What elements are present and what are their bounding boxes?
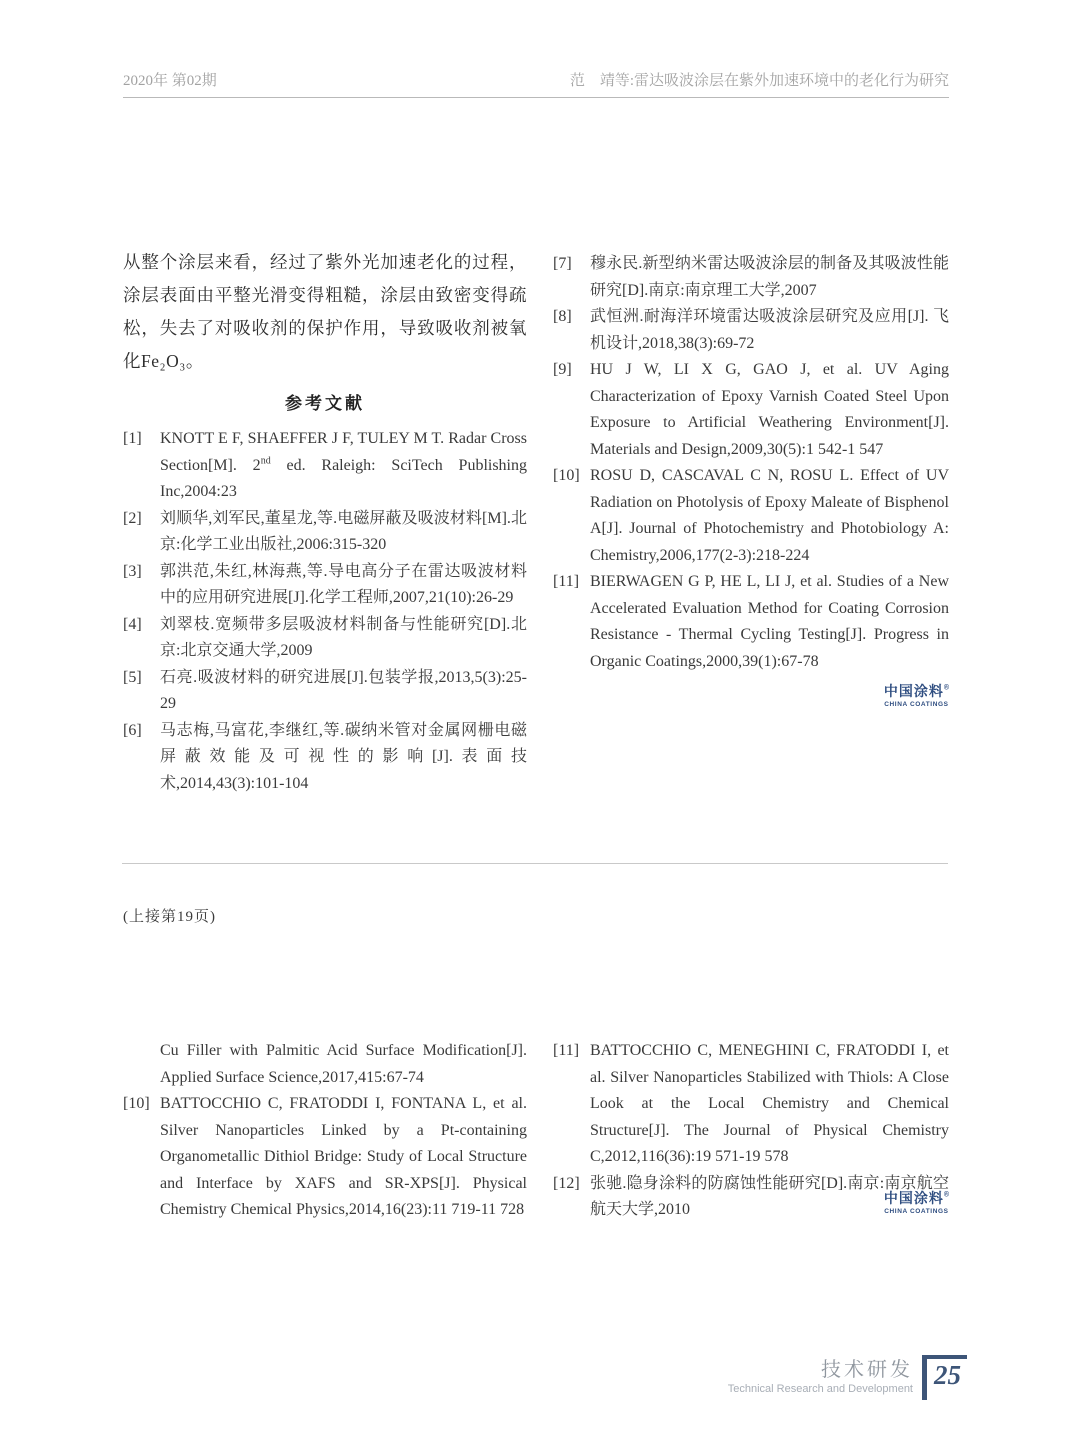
reference-text: 武恒洲.耐海洋环境雷达吸波涂层研究及应用[J]. 飞机设计,2018,38(3):69-72: [590, 308, 949, 352]
reference-text: 穆永民.新型纳米雷达吸波涂层的制备及其吸波性能研究[D].南京:南京理工大学,2007: [590, 255, 949, 299]
page-number: 25: [934, 1360, 961, 1390]
reference-number: [9]: [553, 361, 572, 378]
logo-text: 中国涂料: [883, 1190, 944, 1206]
reference-number: [4]: [123, 615, 142, 633]
reference-number: [7]: [553, 255, 572, 272]
logo-text: 中国涂料: [883, 683, 944, 699]
registered-mark-icon: ®: [943, 1191, 949, 1199]
reference-text: ROSU D, CASCAVAL C N, ROSU L. Effect of UV Radiation on Photolysis of Epoxy Maleate of Bisphenol A[J]. Journal of Photochemistry and Photobiology A: Chemistry,2006,177(2-3):218-224: [590, 467, 949, 564]
issue-info: 2020年 第02期: [123, 73, 217, 89]
reference-item: [553, 357, 949, 463]
reference-number: [2]: [123, 509, 142, 527]
references-heading: 参考文献: [285, 394, 365, 413]
reference-text: BATTOCCHIO C, MENEGHINI C, FRATODDI I, et al. Silver Nanoparticles Stabilized with Thiols: A Close Look at the Local Chemistry and Chemical Structure[J]. The Journal of Physical Chemistry C,2012,116(36):19 571-19 578: [590, 1042, 949, 1165]
reference-text: HU J W, LI X G, GAO J, et al. UV Aging Characterization of Epoxy Varnish Coated Steel Upon Exposure to Artificial Weathering Environment[J]. Materials and Design,2009,30(5):1 542-1 547: [590, 361, 949, 458]
reference-text: KNOTT E F, SHAEFFER J F, TULEY M T. Radar Cross Section[M]. 2: [160, 430, 527, 474]
reference-item: [123, 665, 527, 718]
reference-item: [123, 718, 527, 798]
reference-number: [8]: [553, 308, 572, 325]
reference-text: 张驰.隐身涂料的防腐蚀性能研究[D].南京:南京航空航天大学,2010: [590, 1174, 949, 1218]
reference-text: BATTOCCHIO C, FRATODDI I, FONTANA L, et al. Silver Nanoparticles Linked by a Pt-containing Organometallic Dithiol Bridge: Study of Local Structure and Interface by XAFS and SR-XPS[J]. Physical Chemistry Chemical Physics,2014,16(23):11 719-11 728: [160, 1095, 527, 1218]
reference-item-continued: [123, 1038, 527, 1091]
ordinal-superscript: nd: [260, 455, 271, 467]
reference-text: 刘顺华,刘军民,董星龙,等.电磁屏蔽及吸波材料[M].北京:化学工业出版社,2006:315-320: [160, 509, 527, 553]
reference-number: [10]: [553, 467, 580, 484]
reference-number: [12]: [553, 1174, 580, 1192]
lower-section: [123, 1038, 949, 1224]
reference-item: [123, 559, 527, 612]
footer-section-title: [728, 1359, 913, 1395]
footer-section-cn: 技术研发: [821, 1359, 913, 1381]
china-coatings-logo: [884, 1190, 949, 1216]
upper-section: [123, 246, 949, 797]
reference-text: ed. Raleigh: SciTech Publishing Inc,2004:23: [160, 456, 528, 500]
page-footer: [728, 1355, 967, 1400]
reference-item: [553, 304, 949, 357]
reference-item: [123, 426, 527, 506]
footer-section-en: Technical Research and Development: [727, 1383, 913, 1395]
reference-number: [11]: [553, 573, 580, 590]
reference-item: [123, 506, 527, 559]
lower-right-column: [553, 1038, 949, 1224]
reference-number: [10]: [123, 1095, 150, 1112]
reference-item: [553, 1038, 949, 1171]
logo-subtext: CHINA COATINGS: [884, 1208, 949, 1216]
reference-number: [3]: [123, 562, 142, 580]
reference-text: 石亮.吸波材料的研究进展[J].包装学报,2013,5(3):25-29: [160, 668, 527, 712]
reference-text: Cu Filler with Palmitic Acid Surface Modification[J]. Applied Surface Science,2017,415:67-74: [160, 1042, 527, 1086]
reference-item: [123, 612, 527, 665]
logo-subtext: CHINA COATINGS: [884, 701, 949, 709]
page-number-box: [922, 1355, 967, 1400]
upper-right-column: [553, 246, 949, 797]
china-coatings-logo: [884, 683, 949, 709]
logo-wordmark: [884, 1190, 949, 1208]
reference-item: [553, 463, 949, 569]
reference-number: [5]: [123, 668, 142, 686]
registered-mark-icon: ®: [943, 684, 949, 692]
running-title: 范 靖等:雷达吸波涂层在紫外加速环境中的老化行为研究: [569, 73, 949, 89]
closing-paragraph: 从整个涂层来看，经过了紫外光加速老化的过程，涂层表面由平整光滑变得粗糙，涂层由致密变得疏松，失去了对吸收剂的保护作用，导致吸收剂被氧化Fe₂O₃。: [123, 252, 527, 371]
reference-text: 郭洪范,朱红,林海燕,等.导电高分子在雷达吸波材料中的应用研究进展[J].化学工程师,2007,21(10):26-29: [160, 562, 527, 606]
continued-from-note: (上接第19页): [123, 909, 216, 925]
reference-item: [553, 251, 949, 304]
reference-number: [11]: [553, 1042, 580, 1059]
upper-left-column: [123, 246, 527, 797]
reference-number: [6]: [123, 721, 142, 739]
reference-text: BIERWAGEN G P, HE L, LI J, et al. Studies of a New Accelerated Evaluation Method for Coating Corrosion Resistance - Thermal Cycling Testing[J]. Progress in Organic Coatings,2000,39(1):67-78: [590, 573, 949, 670]
reference-item: [553, 569, 949, 675]
section-divider: [122, 863, 948, 864]
reference-text: 刘翠枝.宽频带多层吸波材料制备与性能研究[D].北京:北京交通大学,2009: [160, 615, 527, 659]
reference-item: [123, 1091, 527, 1224]
lower-left-column: [123, 1038, 527, 1224]
reference-text: 马志梅,马富花,李继红,等.碳纳米管对金属网栅电磁屏蔽效能及可视性的影响[J].表面技术,2014,43(3):101-104: [160, 721, 527, 792]
reference-number: [1]: [123, 430, 142, 447]
page-header: [123, 72, 949, 98]
logo-wordmark: [884, 683, 949, 701]
